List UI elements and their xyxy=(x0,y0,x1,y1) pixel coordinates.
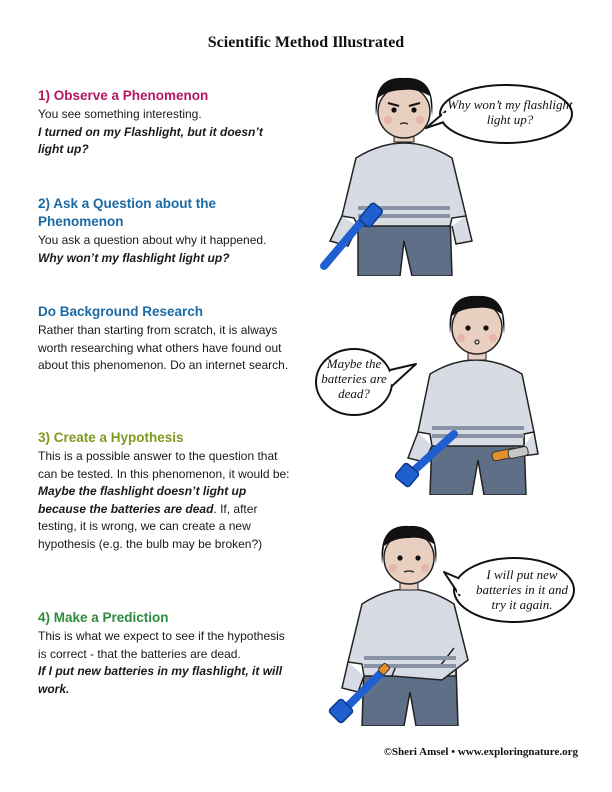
text-before: This is a possible answer to the question that can be tested. In this phenomenon, it would be: xyxy=(38,449,290,481)
bubble-text: Why won’t my flashlight light up? xyxy=(447,97,573,127)
section-text: You see something interesting. xyxy=(38,107,202,121)
section-emphasis: I turned on my Flashlight, but it doesn’t light up? xyxy=(38,124,263,156)
section-question xyxy=(38,195,290,267)
section-heading: 2) Ask a Question about the Phenomenon xyxy=(38,196,217,229)
section-heading: 4) Make a Prediction xyxy=(38,610,169,625)
footer-credit: ©Sheri Amsel • www.exploringnature.org xyxy=(383,746,578,758)
page-title: Scientific Method Illustrated xyxy=(207,34,405,51)
section-heading: 1) Observe a Phenomenon xyxy=(38,88,209,103)
section-prediction xyxy=(38,609,290,698)
section-emphasis: If I put new batteries in my flashlight, it will work. xyxy=(38,664,283,696)
text-after: . If, after testing, it is wrong, we can create a new hypothesis (e.g. the bulb may be broken?) xyxy=(38,501,263,551)
section-text xyxy=(38,448,290,553)
bubble-text: I will put new batteries in it and try it again. xyxy=(475,567,569,612)
section-hypothesis xyxy=(38,429,290,553)
section-observe xyxy=(38,87,290,159)
section-heading: Do Background Research xyxy=(38,304,204,319)
section-research xyxy=(38,303,290,375)
section-text: Rather than starting from scratch, it is always worth researching what others have found out about this phenomenon. Do an internet search. xyxy=(38,323,289,372)
bubble-text: Maybe the batteries are dead? xyxy=(321,356,387,401)
illustration-prediction xyxy=(322,516,584,726)
section-text: You ask a question about why it happened. xyxy=(38,233,267,247)
section-emphasis: Maybe the flashlight doesn’t light up because the batteries are dead xyxy=(38,484,247,516)
section-text: This is what we expect to see if the hypothesis is correct - that the batteries are dead. xyxy=(38,629,285,661)
section-heading: 3) Create a Hypothesis xyxy=(38,430,184,445)
section-emphasis: Why won’t my flashlight light up? xyxy=(38,250,230,265)
girl-figure xyxy=(408,296,538,495)
